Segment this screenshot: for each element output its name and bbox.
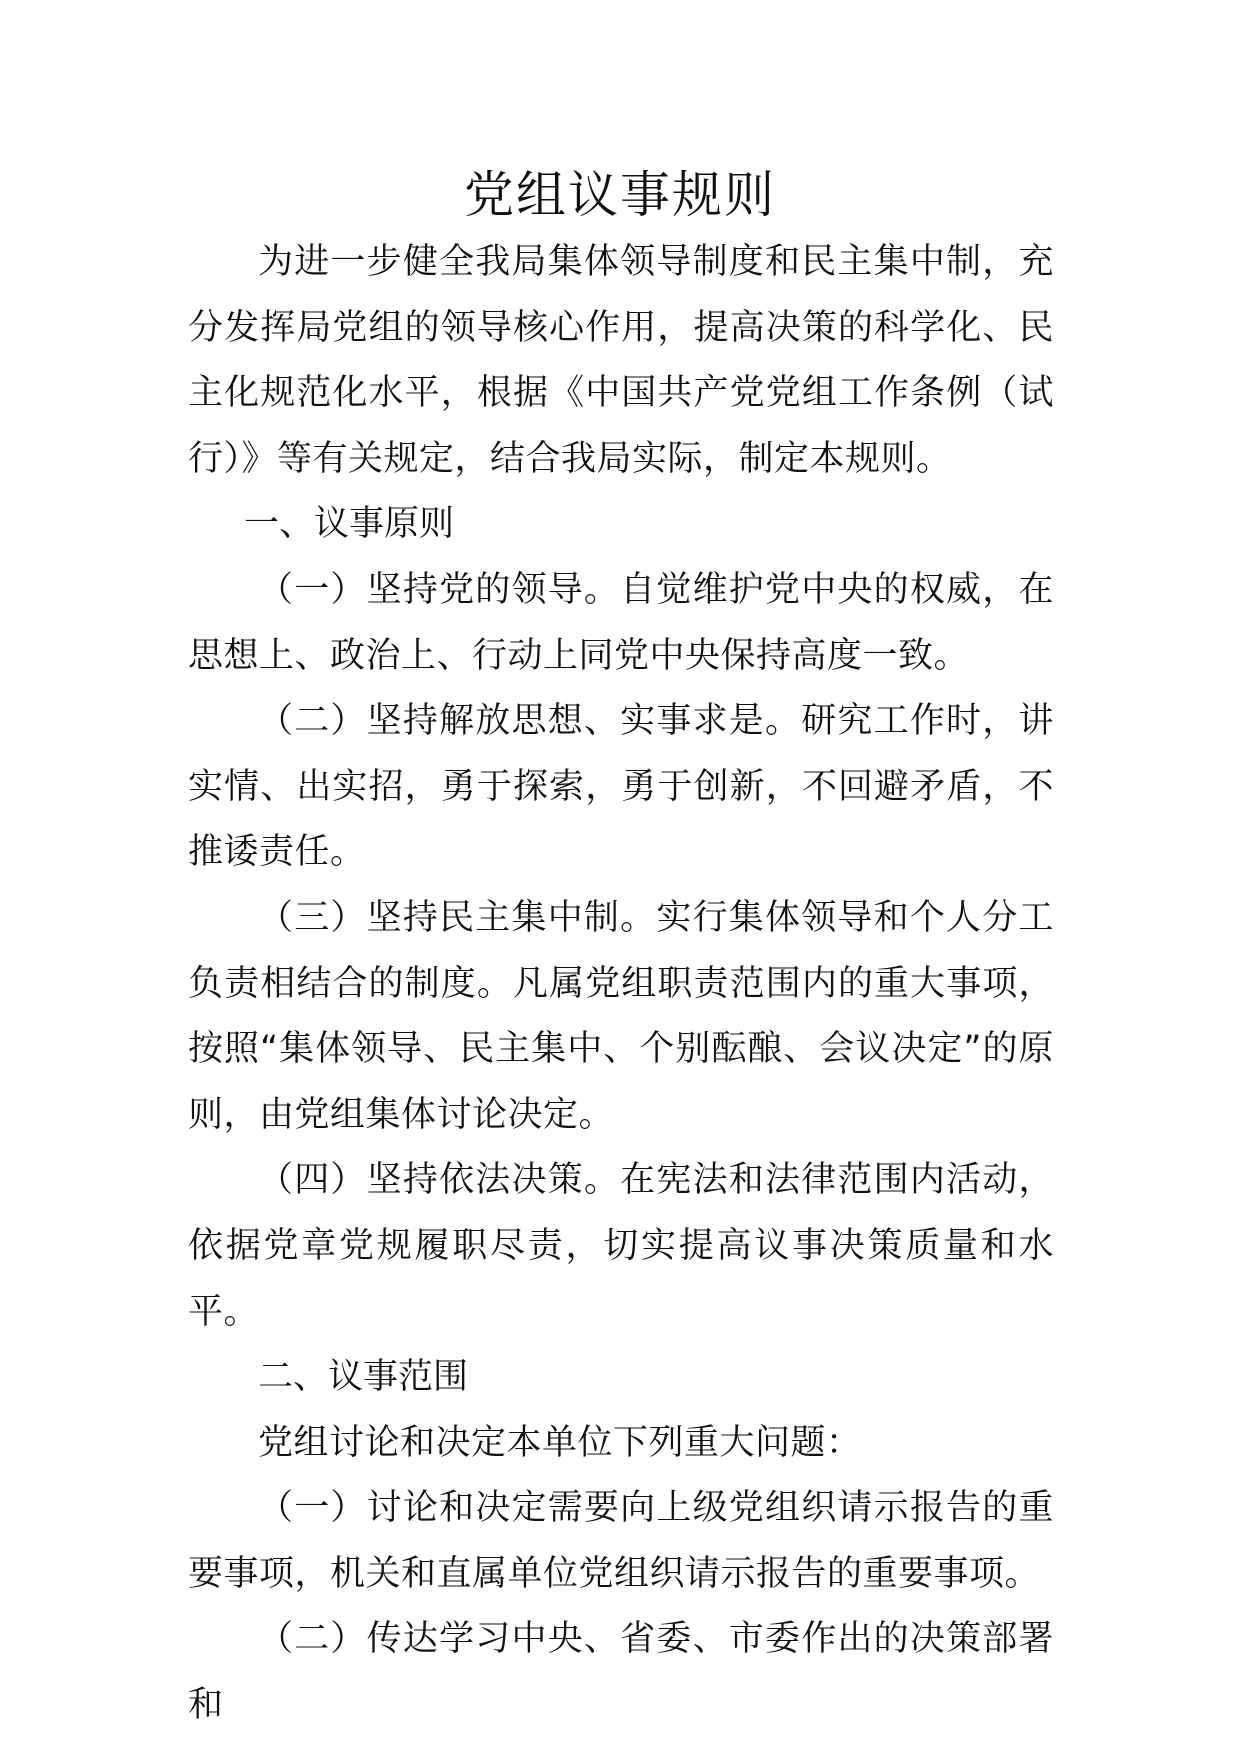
section-2-item-1: （一）讨论和决定需要向上级党组织请示报告的重要事项，机关和直属单位党组织请示报告的重要事项。 (188, 1488, 1054, 1594)
section-1-item-3: （三）坚持民主集中制。实行集体领导和个人分工负责相结合的制度。凡属党组职责范围内的重大事项，按照“集体领导、民主集中、个别酝酿、会议决定”的原则，由党组集体讨论决定。 (188, 897, 1054, 1135)
section-1-item-4: （四）坚持依法决策。在宪法和法律范围内活动，依据党章党规履职尽责，切实提高议事决策质量和水平。 (188, 1160, 1054, 1332)
document-title: 党组议事规则 (464, 166, 776, 224)
section-1-item-2: （二）坚持解放思想、实事求是。研究工作时，讲实情、出实招，勇于探索，勇于创新，不回避矛盾，不推诿责任。 (188, 701, 1054, 873)
section-1-item-1: （一）坚持党的领导。自觉维护党中央的权威，在思想上、政治上、行动上同党中央保持高度一致。 (188, 569, 1054, 676)
document-body (188, 230, 1054, 1739)
section-2-heading: 二、议事范围 (258, 1357, 469, 1398)
section-2-lead: 党组讨论和决定本单位下列重大问题： (258, 1422, 862, 1463)
intro-paragraph: 为进一步健全我局集体领导制度和民主集中制，充分发挥局党组的领导核心作用，提高决策的科学化、民主化规范化水平，根据《中国共产党党组工作条例（试行）》等有关规定，结合我局实际，制定本规则。 (188, 242, 1054, 479)
section-2-item-2: （二）传达学习中央、省委、市委作出的决策部署和 (188, 1619, 1054, 1726)
section-1-heading: 一、议事原则 (244, 504, 455, 545)
